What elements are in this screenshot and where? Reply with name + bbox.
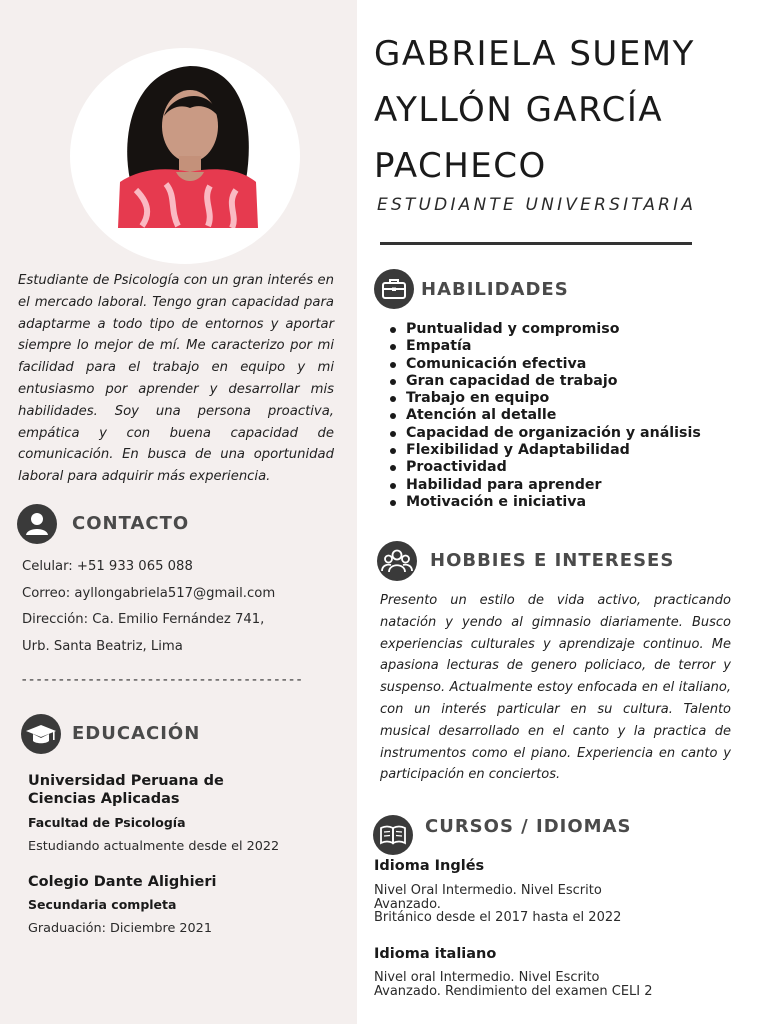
name-line-2: AYLLÓN GARCÍA [374, 90, 664, 130]
contact-heading: CONTACTO [72, 513, 190, 534]
skill-item: Empatía [388, 338, 701, 355]
contact-phone: Celular: +51 933 065 088 [22, 559, 193, 574]
skill-item: Motivación e iniciativa [388, 494, 701, 511]
education-heading: EDUCACIÓN [72, 723, 201, 744]
skill-item: Comunicación efectiva [388, 356, 701, 373]
education-school-2: Colegio Dante Alighieri [28, 874, 217, 890]
contact-email: Correo: ayllongabriela517@gmail.com [22, 586, 276, 601]
name-line-3: PACHECO [374, 146, 547, 186]
profile-photo [118, 60, 258, 228]
book-icon [373, 815, 413, 855]
about-summary: Estudiante de Psicología con un gran interés en el mercado laboral. Tengo gran capacidad para adaptarme a todo tipo de entornos y aportar siempre lo mejor de mí. Me caracterizo por mi facilidad para el trabajo en equipo y mi entusiasmo por aprender y desarrollar mis habilidades. Soy una persona proactiva, empática y con buena capacidad de comunicación. En busca de una oportunidad laboral para adquirir más experiencia. [18, 273, 334, 485]
contact-address-line1: Dirección: Ca. Emilio Fernández 741, [22, 612, 265, 627]
education-school-1-line2: Ciencias Aplicadas [28, 791, 180, 807]
education-school-1-line1: Universidad Peruana de [28, 773, 224, 789]
skill-item: Flexibilidad y Adaptabilidad [388, 442, 701, 459]
full-name [374, 26, 754, 194]
education-detail-2: Secundaria completa [28, 897, 177, 912]
title-divider [380, 242, 692, 245]
course-2-title: Idioma italiano [374, 946, 497, 962]
graduation-cap-icon [21, 714, 61, 754]
education-detail-1: Facultad de Psicología [28, 815, 186, 830]
contact-address-line2: Urb. Santa Beatriz, Lima [22, 639, 183, 654]
job-title: ESTUDIANTE UNIVERSITARIA [377, 195, 697, 215]
skill-item: Atención al detalle [388, 407, 701, 424]
contact-separator: -------------------------------------- [20, 672, 303, 688]
skill-item: Capacidad de organización y análisis [388, 425, 701, 442]
user-icon [17, 504, 57, 544]
briefcase-icon [374, 269, 414, 309]
skills-list [388, 321, 701, 511]
education-status-1: Estudiando actualmente desde el 2022 [28, 839, 280, 854]
skill-item: Trabajo en equipo [388, 390, 701, 407]
skill-item: Habilidad para aprender [388, 477, 701, 494]
course-2-detail: Nivel oral Intermedio. Nivel Escrito Avanzado. Rendimiento del examen CELI 2 [374, 970, 653, 999]
skill-item: Gran capacidad de trabajo [388, 373, 701, 390]
education-status-2: Graduación: Diciembre 2021 [28, 921, 212, 936]
course-1-title: Idioma Inglés [374, 858, 485, 874]
hobbies-text: Presento un estilo de vida activo, practicando natación y yendo al gimnasio diariamente. Busco experiencias culturales y aprendizaje continuo. Me apasiona lecturas de genero policiaco, de terror y suspenso. Actualmente estoy enfocada en el italiano, con un interés particular en su cultura. Talento musical desarrollado en el canto y la practica de instrumentos como el piano. Experiencia en canto y participación en conciertos. [380, 593, 731, 783]
skills-heading: HABILIDADES [421, 279, 569, 300]
left-sidebar [0, 0, 357, 1024]
course-1-detail: Nivel Oral Intermedio. Nivel Escrito Avanzado. Británico desde el 2017 hasta el 2022 [374, 883, 622, 925]
name-line-1: GABRIELA SUEMY [374, 34, 695, 74]
hobbies-heading: HOBBIES E INTERESES [430, 550, 675, 571]
skill-item: Proactividad [388, 459, 701, 476]
courses-heading: CURSOS / IDIOMAS [425, 816, 632, 837]
skill-item: Puntualidad y compromiso [388, 321, 701, 338]
people-icon [377, 541, 417, 581]
